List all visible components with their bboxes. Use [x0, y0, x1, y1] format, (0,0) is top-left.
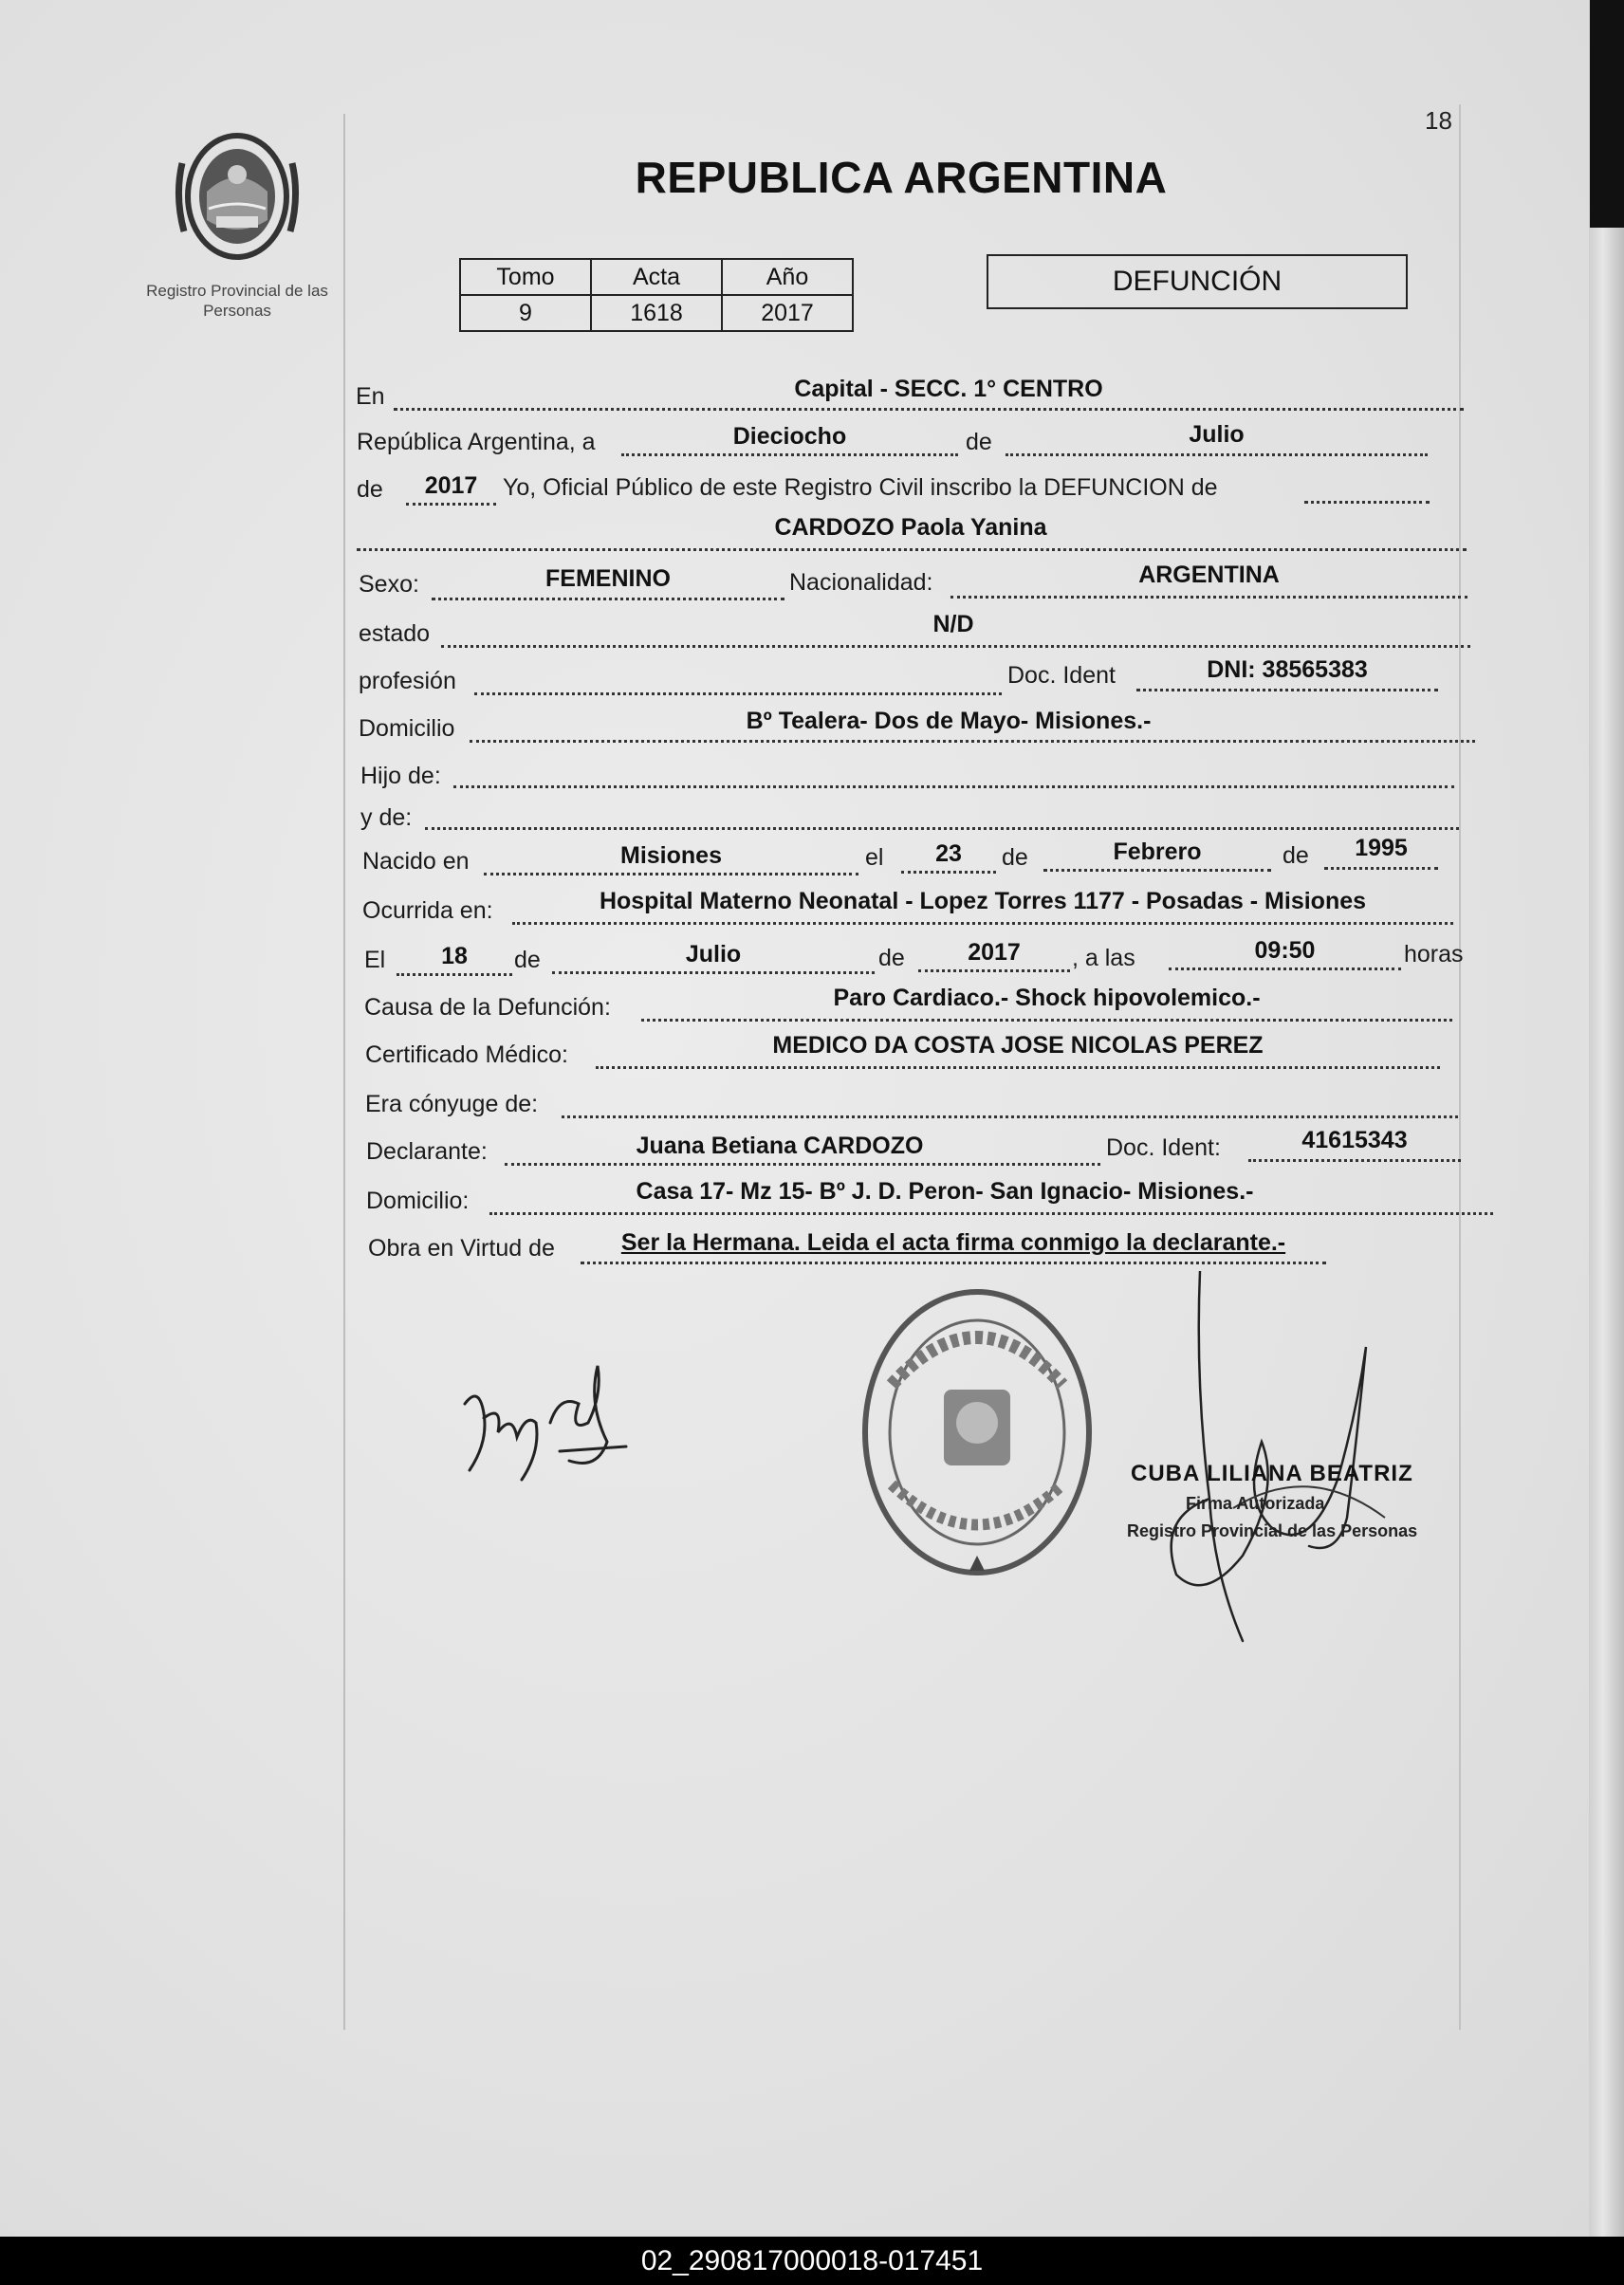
doc-ident-label: Doc. Ident: [1007, 662, 1116, 689]
certificado-value: MEDICO DA COSTA JOSE NICOLAS PEREZ: [772, 1032, 1264, 1059]
anio-value: 2017: [722, 295, 853, 331]
left-margin-line: [343, 114, 345, 2030]
estado-label: estado: [359, 620, 431, 647]
alas-label: , a las: [1072, 945, 1135, 971]
nacionalidad-label: Nacionalidad:: [789, 569, 933, 596]
dia-value: Dieciocho: [732, 423, 847, 450]
declarant-signature-icon: [446, 1347, 655, 1499]
record-type: DEFUNCIÓN: [987, 254, 1408, 309]
ocurrida-label: Ocurrida en:: [362, 897, 493, 924]
decl-doc-value: 41615343: [1301, 1127, 1408, 1153]
mes-value: Julio: [1189, 421, 1245, 448]
tomo-header: Tomo: [460, 259, 591, 295]
official-round-stamp-icon: [854, 1281, 1100, 1584]
en-label: En: [356, 383, 385, 410]
acta-header: Acta: [591, 259, 722, 295]
registry-label: Registro Provincial de las Personas: [146, 282, 328, 320]
declarante-value: Juana Betiana CARDOZO: [636, 1133, 924, 1159]
signatory-name: CUBA LILIANA BEATRIZ: [1131, 1461, 1413, 1486]
nacido-value: Misiones: [620, 842, 722, 869]
decl-domicilio-label: Domicilio:: [366, 1188, 470, 1214]
nac-dia-value: 23: [935, 840, 962, 867]
el-label: el: [865, 844, 884, 871]
oficial-text: Yo, Oficial Público de este Registro Civil inscribo la DEFUNCION de: [503, 474, 1218, 501]
domicilio-value: Bº Tealera- Dos de Mayo- Misiones.-: [746, 708, 1152, 734]
footer-id: 02_290817000018-017451: [0, 2237, 1624, 2285]
signatory-registry: Registro Provincial de las Personas: [1127, 1521, 1418, 1540]
sexo-label: Sexo:: [359, 571, 419, 598]
def-mes-value: Julio: [685, 941, 742, 967]
def-dia-value: 18: [441, 943, 468, 969]
hijo-label: Hijo de:: [360, 763, 441, 789]
def-de2-label: de: [878, 945, 905, 971]
decl-domicilio-value: Casa 17- Mz 15- Bº J. D. Peron- San Ignacio- Misiones.-: [636, 1178, 1254, 1205]
signatory-role: Firma Autorizada: [1186, 1494, 1325, 1513]
yde-label: y de:: [360, 804, 413, 831]
horas-label: horas: [1404, 941, 1464, 967]
page-edge: [1589, 0, 1624, 2237]
nacido-label: Nacido en: [362, 848, 470, 875]
causa-label: Causa de la Defunción:: [364, 994, 611, 1021]
declarante-label: Declarante:: [366, 1138, 488, 1165]
right-margin-line: [1459, 104, 1461, 2030]
en-value: Capital - SECC. 1° CENTRO: [794, 376, 1103, 402]
ocurrida-value: Hospital Materno Neonatal - Lopez Torres 1177 - Posadas - Misiones: [599, 888, 1367, 914]
def-de-label: de: [514, 947, 541, 973]
decl-doc-label: Doc. Ident:: [1106, 1134, 1221, 1161]
nac-de-label: de: [1002, 844, 1028, 871]
estado-value: N/D: [932, 611, 974, 637]
tomo-value: 9: [460, 295, 591, 331]
record-table: [459, 258, 854, 332]
anio-value: 2017: [424, 472, 478, 499]
nac-mes-value: Febrero: [1113, 838, 1202, 865]
nacionalidad-value: ARGENTINA: [1138, 562, 1280, 588]
el2-label: El: [364, 947, 386, 973]
sexo-value: FEMENINO: [545, 565, 671, 592]
provincia-de-misiones-seal-icon: [171, 125, 304, 267]
conyuge-label: Era cónyuge de:: [365, 1091, 539, 1117]
profesion-label: profesión: [359, 668, 456, 694]
nac-de2-label: de: [1283, 842, 1309, 869]
causa-value: Paro Cardiaco.- Shock hipovolemico.-: [833, 985, 1261, 1011]
document-title: REPUBLICA ARGENTINA: [635, 153, 1168, 202]
de-label: de: [966, 429, 992, 455]
obra-label: Obra en Virtud de: [368, 1235, 555, 1262]
doc-ident-value: DNI: 38565383: [1207, 656, 1368, 683]
de2-label: de: [357, 476, 383, 503]
hora-value: 09:50: [1254, 937, 1316, 964]
certificado-label: Certificado Médico:: [365, 1041, 568, 1068]
obra-value: Ser la Hermana. Leida el acta firma conmigo la declarante.-: [620, 1229, 1286, 1256]
republica-label: República Argentina, a: [357, 429, 596, 455]
def-anio-value: 2017: [968, 939, 1021, 966]
domicilio-label: Domicilio: [359, 715, 455, 742]
nombre-value: CARDOZO Paola Yanina: [774, 514, 1047, 541]
anio-header: Año: [722, 259, 853, 295]
page-number: 18: [1425, 106, 1452, 135]
nac-anio-value: 1995: [1355, 835, 1408, 861]
acta-value: 1618: [591, 295, 722, 331]
scan-background: [1590, 0, 1624, 228]
